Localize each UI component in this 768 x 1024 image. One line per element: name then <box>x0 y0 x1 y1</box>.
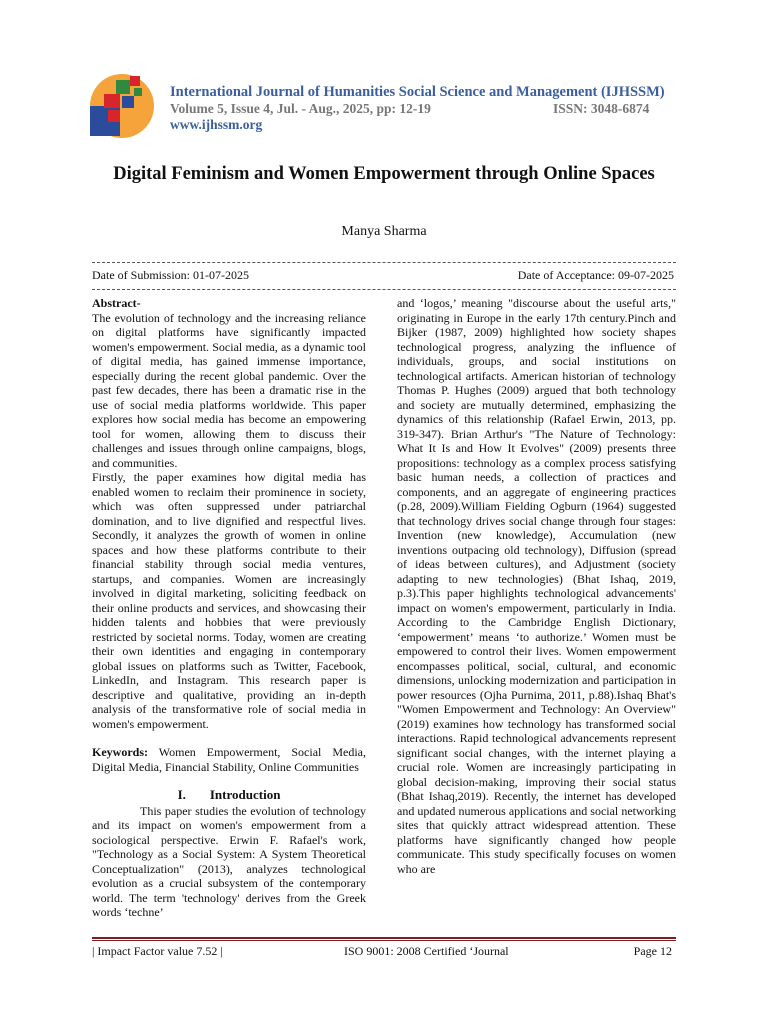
footer-rule-thin <box>92 940 676 941</box>
keywords <box>92 745 366 774</box>
divider-bottom <box>92 289 676 290</box>
acceptance-date: Date of Acceptance: 09-07-2025 <box>517 268 674 282</box>
abstract-paragraph-2: Firstly, the paper examines how digital media has enabled women to reclaim their prominence in society, which was often suppressed under patriarchal domination, and to live dignified and respectful lives. Secondly, it analyzes the growth of women in online spaces and how these platforms contribute to their financial stability through social media ventures, startups, and companies. Women are increasingly involved in digital marketing, soliciting feedback on their online products and services, and showcasing their hidden talents and hobbies that were previously restricted by societal norms. Today, women are creating their own identities and engaging in contemporary global issues on platforms such as Twitter, Facebook, LinkedIn, and Instagram. This research paper is descriptive and qualitative, providing an in-depth analysis of the transformative role of social media in women's empowerment. <box>92 470 366 731</box>
abstract-heading: Abstract- <box>92 296 141 310</box>
keywords-label: Keywords: <box>92 745 148 759</box>
journal-name: International Journal of Humanities Social Science and Management (IJHSSM) <box>170 84 665 100</box>
section-number: I. <box>177 787 186 802</box>
section-heading-introduction <box>92 788 366 803</box>
right-column <box>397 296 676 876</box>
page-number: Page 12 <box>633 944 672 958</box>
abstract-paragraph-1: The evolution of technology and the increasing reliance on digital platforms have significantly impacted women's empowerment. Social media, as a dynamic tool of digital media, has gained immense importance, especially during the recent global pandemic. Over the past few decades, there has been a dramatic rise in the use of social media platforms worldwide. This paper explores how social media has become an empowering tool for women, allowing them to discuss their challenges and issues through online campaigns, blogs, and communities. <box>92 310 366 470</box>
impact-factor: | Impact Factor value 7.52 | <box>92 944 223 958</box>
footer-rule <box>92 937 676 939</box>
divider-top <box>92 262 676 263</box>
paper-author: Manya Sharma <box>341 224 427 239</box>
keywords-text: Women Empowerment, Social Media, Digital Media, Financial Stability, Online Communities <box>92 745 366 774</box>
journal-volume: Volume 5, Issue 4, Jul. - Aug., 2025, pp: 12-19 <box>170 101 431 116</box>
iso-certification: ISO 9001: 2008 Certified ‘Journal <box>344 944 509 958</box>
introduction-continued: and ‘logos,’ meaning "discourse about the useful arts," originating in Europe in the early 17th century.Pinch and Bijker (1987, 2009) highlighted how society shapes technological progress, analyzing the influence of individuals, groups, and social institutions on technological artifacts. American historian of technology Thomas P. Hughes (2009) argued that both technology and society are mutually determined, emphasizing the dynamics of this relationship (Rafael Erwin, 2013, pp. 319-347). Brian Arthur's "The Nature of Technology: What It Is and How It Evolves" (2009) presents three propositions: technology as a complex process satisfying basic human needs, a collection of practices and components, and an aggregate of engineering practices (p.28, 2009).William Fielding Ogburn (1964) suggested that technology drives social change through four stages: Invention (new knowledge), Accumulation (new inventions outpacing old technology), Diffusion (spread of ideas between cultures), and Adjustment (society adapting to new technologies) (Bhat Ishaq, 2019, p.3).This paper highlights technological advancements' impact on women's empowerment, particularly in India. According to the Cambridge English Dictionary, ‘empowerment’ means ‘to authorize.’ Women must be empowered to control their lives. Women empowerment encompasses political, social, cultural, and economic dimensions, unlocking modernization and participation in power resources (Ojha Purnima, 2011, p.88).Ishaq Bhat's "Women Empowerment and Technology: An Overview" (2019) examines how technology has transformed social interactions. Rapid technological advancements represent significant social changes, with the internet playing a crucial role. Women are increasingly participating in global decision-making, improving their social status (Bhat Ishaq,2019). Recently, the internet has developed and updated numerous applications and social networking sites that quickly attract widespread attention. These platforms have significantly changed how people communicate. This study specifically focuses on women who are <box>397 296 676 876</box>
submission-date: Date of Submission: 01-07-2025 <box>92 268 249 282</box>
left-column <box>92 296 366 920</box>
journal-website-link[interactable]: www.ijhssm.org <box>170 117 263 132</box>
introduction-paragraph-1: This paper studies the evolution of technology and its impact on women's empowerment from a sociological perspective. Erwin F. Rafael's work, "Technology as a Social System: A System Theoretical Conceptualization" (2013), analyzes technological evolution as a crucial subsystem of the contemporary world. The term 'technology' derives from the Greek words ‘techne’ <box>92 803 366 919</box>
journal-header <box>86 66 686 146</box>
section-title: Introduction <box>209 787 281 802</box>
paper-title: Digital Feminism and Women Empowerment through Online Spaces <box>113 164 655 184</box>
journal-issn: ISSN: 3048-6874 <box>553 101 650 116</box>
journal-logo <box>86 66 158 142</box>
